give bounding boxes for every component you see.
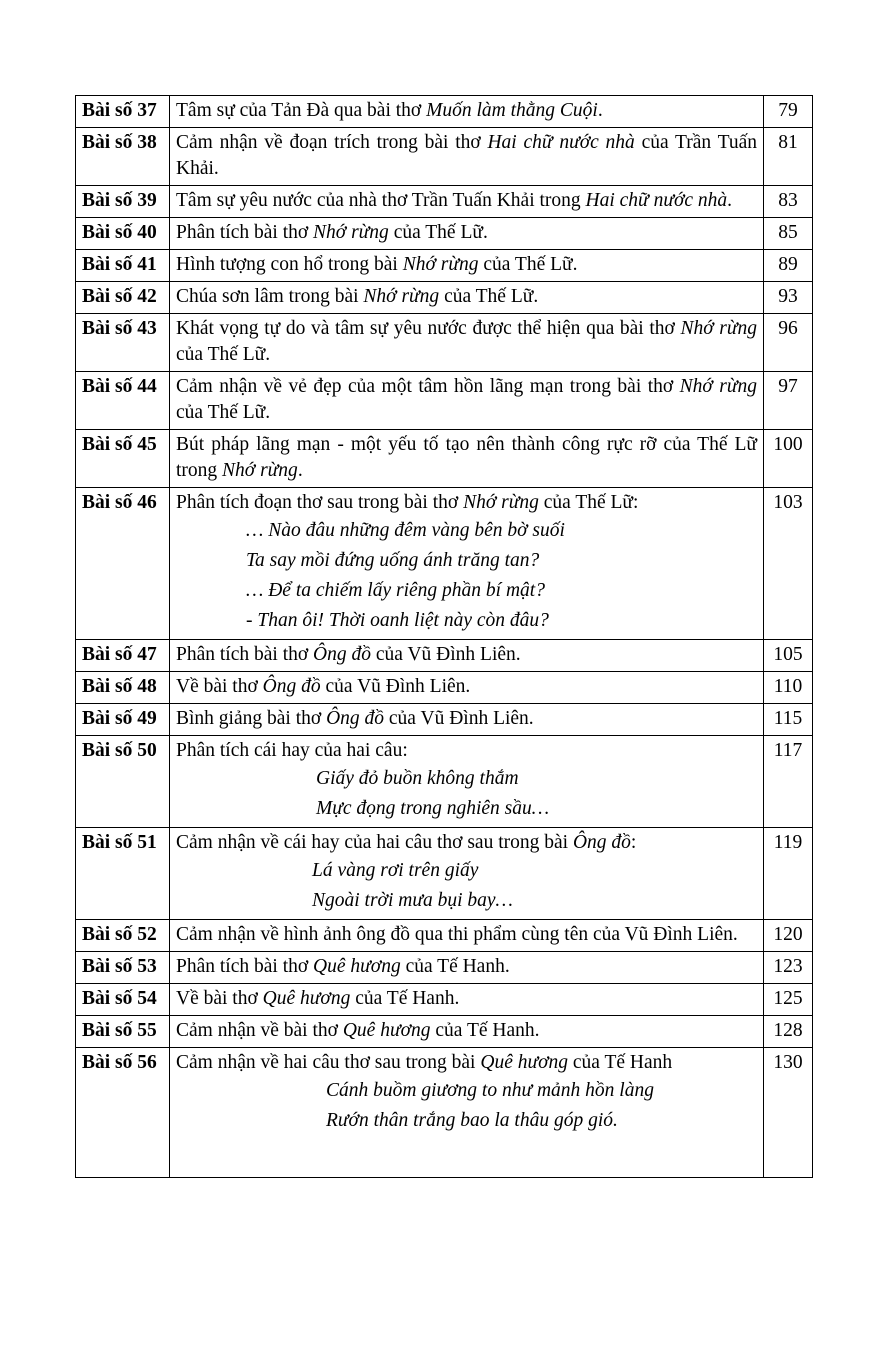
lesson-title: Khát vọng tự do và tâm sự yêu nước được thể hiện qua bài thơ Nhớ rừng của Thế Lữ.	[170, 314, 764, 372]
lesson-number: Bài số 51	[76, 828, 170, 920]
page-number: 79	[764, 96, 813, 128]
page-number: 103	[764, 488, 813, 640]
verse-line: … Nào đâu những đêm vàng bên bờ suối	[246, 520, 565, 541]
lesson-number: Bài số 38	[76, 128, 170, 186]
page-number: 125	[764, 984, 813, 1016]
toc-row	[76, 186, 813, 218]
lesson-title: Phân tích bài thơ Nhớ rừng của Thế Lữ.	[170, 218, 764, 250]
toc-row	[76, 920, 813, 952]
lesson-title: Chúa sơn lâm trong bài Nhớ rừng của Thế Lữ.	[170, 282, 764, 314]
page-number: 110	[764, 672, 813, 704]
page-number: 119	[764, 828, 813, 920]
verse-line: Mực đọng trong nghiên sầu…	[316, 798, 550, 819]
verse-line: Giấy đỏ buồn không thắm	[316, 768, 519, 789]
lesson-title: Tâm sự của Tản Đà qua bài thơ Muốn làm thằng Cuội.	[170, 96, 764, 128]
toc-row	[76, 640, 813, 672]
verse-line: - Than ôi! Thời oanh liệt này còn đâu?	[246, 610, 549, 631]
lesson-title: Cảm nhận về đoạn trích trong bài thơ Hai chữ nước nhà của Trần Tuấn Khải.	[170, 128, 764, 186]
page-number: 89	[764, 250, 813, 282]
lesson-number: Bài số 47	[76, 640, 170, 672]
toc-row	[76, 314, 813, 372]
toc-row	[76, 430, 813, 488]
lesson-title: Bình giảng bài thơ Ông đồ của Vũ Đình Liên.	[170, 704, 764, 736]
lesson-title: Phân tích đoạn thơ sau trong bài thơ Nhớ rừng của Thế Lữ: … Nào đâu những đêm vàng bên bờ suối Ta say mồi đứng uống ánh trăng tan? … Để ta chiếm lấy riêng phần bí mật? - Than ôi! Thời oanh liệt này còn đâu?	[170, 488, 764, 640]
verse-line: Cánh buồm giương to như mảnh hồn làng	[326, 1080, 654, 1101]
toc-row	[76, 952, 813, 984]
page-number: 117	[764, 736, 813, 828]
verse-line: Lá vàng rơi trên giấy	[312, 860, 479, 881]
lesson-number: Bài số 56	[76, 1048, 170, 1178]
lesson-number: Bài số 53	[76, 952, 170, 984]
lesson-title: Phân tích bài thơ Quê hương của Tế Hanh.	[170, 952, 764, 984]
lesson-number: Bài số 46	[76, 488, 170, 640]
page-number: 83	[764, 186, 813, 218]
toc-row	[76, 372, 813, 430]
toc-row	[76, 984, 813, 1016]
toc-row	[76, 672, 813, 704]
page-number: 97	[764, 372, 813, 430]
toc-row	[76, 128, 813, 186]
lesson-number: Bài số 50	[76, 736, 170, 828]
lesson-title: Tâm sự yêu nước của nhà thơ Trần Tuấn Khải trong Hai chữ nước nhà.	[170, 186, 764, 218]
lesson-title: Phân tích cái hay của hai câu: Giấy đỏ buồn không thắm Mực đọng trong nghiên sầu…	[170, 736, 764, 828]
page-number: 120	[764, 920, 813, 952]
lesson-number: Bài số 37	[76, 96, 170, 128]
toc-row	[76, 1048, 813, 1178]
lesson-number: Bài số 48	[76, 672, 170, 704]
toc-row	[76, 250, 813, 282]
page-number: 96	[764, 314, 813, 372]
page-number: 81	[764, 128, 813, 186]
verse-line: … Để ta chiếm lấy riêng phần bí mật?	[246, 580, 545, 601]
page-number: 128	[764, 1016, 813, 1048]
toc-row	[76, 488, 813, 640]
toc-row	[76, 96, 813, 128]
lesson-number: Bài số 49	[76, 704, 170, 736]
page-number: 105	[764, 640, 813, 672]
lesson-number: Bài số 39	[76, 186, 170, 218]
lesson-title: Cảm nhận về vẻ đẹp của một tâm hồn lãng mạn trong bài thơ Nhớ rừng của Thế Lữ.	[170, 372, 764, 430]
lesson-number: Bài số 41	[76, 250, 170, 282]
page-number: 130	[764, 1048, 813, 1178]
lesson-number: Bài số 54	[76, 984, 170, 1016]
lesson-number: Bài số 42	[76, 282, 170, 314]
toc-row	[76, 282, 813, 314]
page-number: 93	[764, 282, 813, 314]
lesson-title: Cảm nhận về cái hay của hai câu thơ sau trong bài Ông đồ: Lá vàng rơi trên giấy Ngoài trời mưa bụi bay…	[170, 828, 764, 920]
verse-line: Rướn thân trắng bao la thâu góp gió.	[326, 1110, 618, 1131]
lesson-number: Bài số 40	[76, 218, 170, 250]
lesson-title: Cảm nhận về hai câu thơ sau trong bài Quê hương của Tế Hanh Cánh buồm giương to như mảnh hồn làng Rướn thân trắng bao la thâu góp gió.	[170, 1048, 764, 1178]
lesson-title: Phân tích bài thơ Ông đồ của Vũ Đình Liên.	[170, 640, 764, 672]
lesson-title: Về bài thơ Ông đồ của Vũ Đình Liên.	[170, 672, 764, 704]
lesson-title: Cảm nhận về hình ảnh ông đồ qua thi phẩm cùng tên của Vũ Đình Liên.	[170, 920, 764, 952]
toc-row	[76, 1016, 813, 1048]
verse-line: Ta say mồi đứng uống ánh trăng tan?	[246, 550, 540, 571]
lesson-number: Bài số 44	[76, 372, 170, 430]
verse-line: Ngoài trời mưa bụi bay…	[312, 890, 513, 911]
lesson-number: Bài số 55	[76, 1016, 170, 1048]
lesson-title: Cảm nhận về bài thơ Quê hương của Tế Hanh.	[170, 1016, 764, 1048]
lesson-title: Bút pháp lãng mạn - một yếu tố tạo nên thành công rực rỡ của Thế Lữ trong Nhớ rừng.	[170, 430, 764, 488]
page-number: 123	[764, 952, 813, 984]
lesson-title: Về bài thơ Quê hương của Tế Hanh.	[170, 984, 764, 1016]
lesson-title: Hình tượng con hổ trong bài Nhớ rừng của Thế Lữ.	[170, 250, 764, 282]
page-number: 115	[764, 704, 813, 736]
toc-row	[76, 828, 813, 920]
lesson-number: Bài số 45	[76, 430, 170, 488]
table-of-contents	[75, 95, 813, 1178]
lesson-number: Bài số 52	[76, 920, 170, 952]
page-number: 85	[764, 218, 813, 250]
toc-row	[76, 736, 813, 828]
page-number: 100	[764, 430, 813, 488]
toc-row	[76, 704, 813, 736]
toc-row	[76, 218, 813, 250]
lesson-number: Bài số 43	[76, 314, 170, 372]
